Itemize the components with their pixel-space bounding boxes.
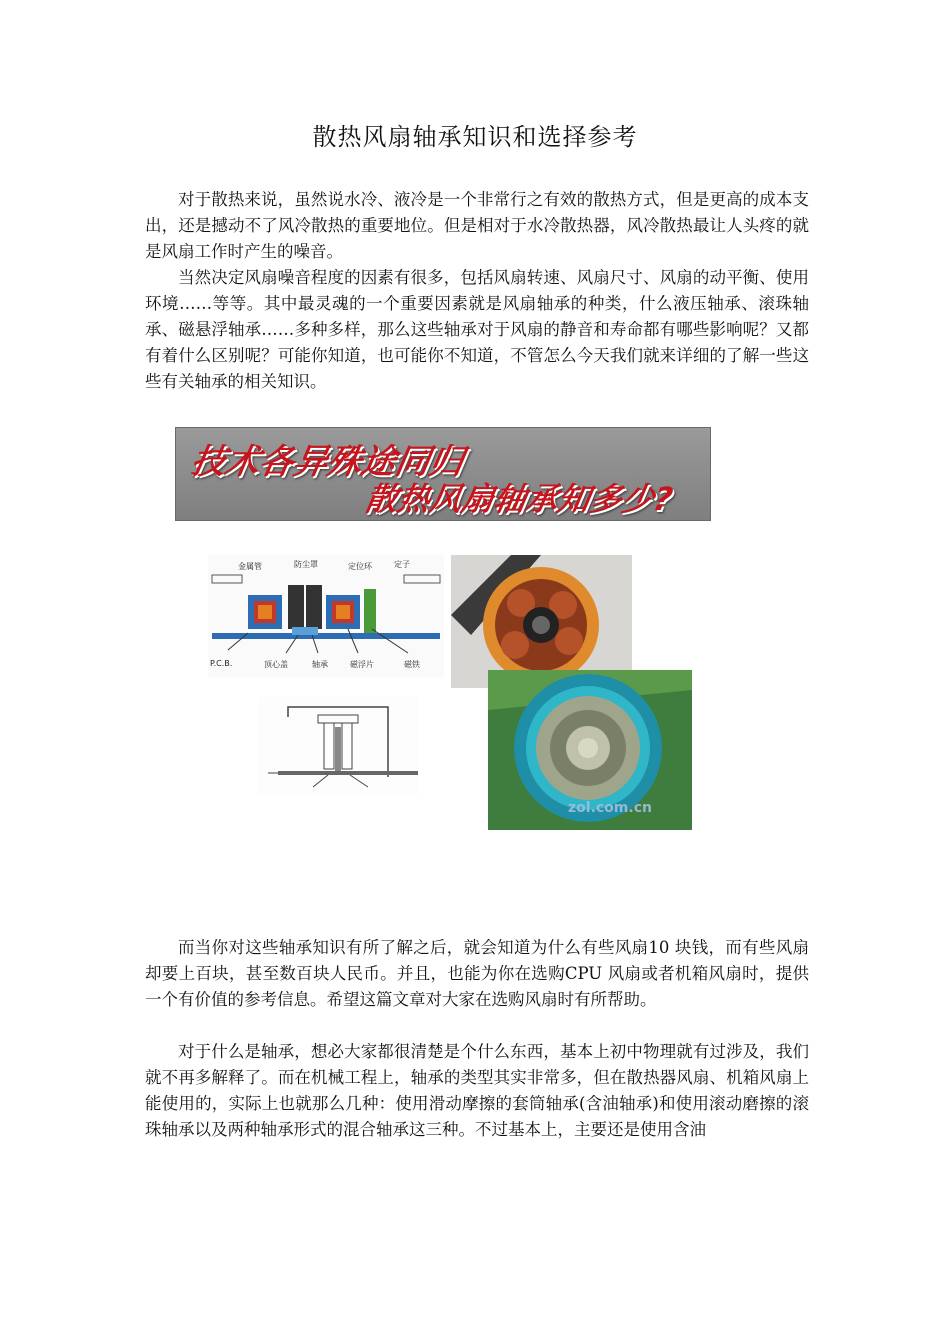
label-dust-cover: 防尘罩 bbox=[294, 560, 318, 569]
document-title: 散热风扇轴承知识和选择参考 bbox=[312, 123, 638, 151]
paragraph-2: 当然决定风扇噪音程度的因素有很多，包括风扇转速、风扇尺寸、风扇的动平衡、使用环境……等等。其中最灵魂的一个重要因素就是风扇轴承的种类，什么液压轴承、滚珠轴承、磁悬浮轴承……多种多样，那么这些轴承对于风扇的静音和寿命都有哪些影响呢？又都有着什么区别呢？可能你知道，也可能你不知道，不管怎么今天我们就来详细的了解一些这些有关轴承的相关知识。 bbox=[145, 268, 809, 391]
label-stator: 定子 bbox=[394, 560, 410, 569]
label-locating-ring: 定位环 bbox=[348, 562, 372, 571]
paragraph-1: 对于散热来说，虽然说水冷、液冷是一个非常行之有效的散热方式，但是更高的成本支出，还是撼动不了风冷散热的重要地位。但是相对于水冷散热器，风冷散热最让人头疼的就是风扇工作时产生的噪音。 bbox=[145, 190, 809, 261]
stator-coil-photo bbox=[451, 555, 632, 688]
label-pcb: P.C.B. bbox=[210, 659, 233, 668]
label-top-cover: 顶心盖 bbox=[264, 660, 288, 669]
watermark-text: zol.com.cn bbox=[568, 800, 652, 816]
paragraph-4: 对于什么是轴承，想必大家都很清楚是个什么东西，基本上初中物理就有过涉及，我们就不再多解释了。而在机械工程上，轴承的类型其实非常多，但在散热器风扇、机箱风扇上能使用的，实际上也就那么几种：使用滑动摩擦的套筒轴承(含油轴承)和使用滚动磨擦的滚珠轴承以及两种轴承形式的混合轴承这三种。不过基本上，主要还是使用含油 bbox=[145, 1042, 809, 1139]
label-metal-tube: 金属管 bbox=[238, 562, 262, 571]
label-magnetic-plate: 磁浮片 bbox=[350, 660, 374, 669]
banner-line-1: 技术各异殊途同归 bbox=[187, 442, 467, 482]
paragraph-3: 而当你对这些轴承知识有所了解之后，就会知道为什么有些风扇10 块钱，而有些风扇却要上百块，甚至数百块人民币。并且，也能为你在选购CPU 风扇或者机箱风扇时，提供一个有价值的参考信息。希望这篇文章对大家在选购风扇时有所帮助。 bbox=[145, 938, 809, 1009]
label-bearing: 轴承 bbox=[312, 660, 328, 669]
banner-line-2: 散热风扇轴承知多少? bbox=[362, 480, 676, 518]
banner-image bbox=[175, 427, 711, 521]
label-magnet: 磁铁 bbox=[404, 660, 420, 669]
bearing-cross-section-diagram bbox=[208, 555, 444, 677]
sleeve-bearing-diagram bbox=[258, 697, 418, 797]
